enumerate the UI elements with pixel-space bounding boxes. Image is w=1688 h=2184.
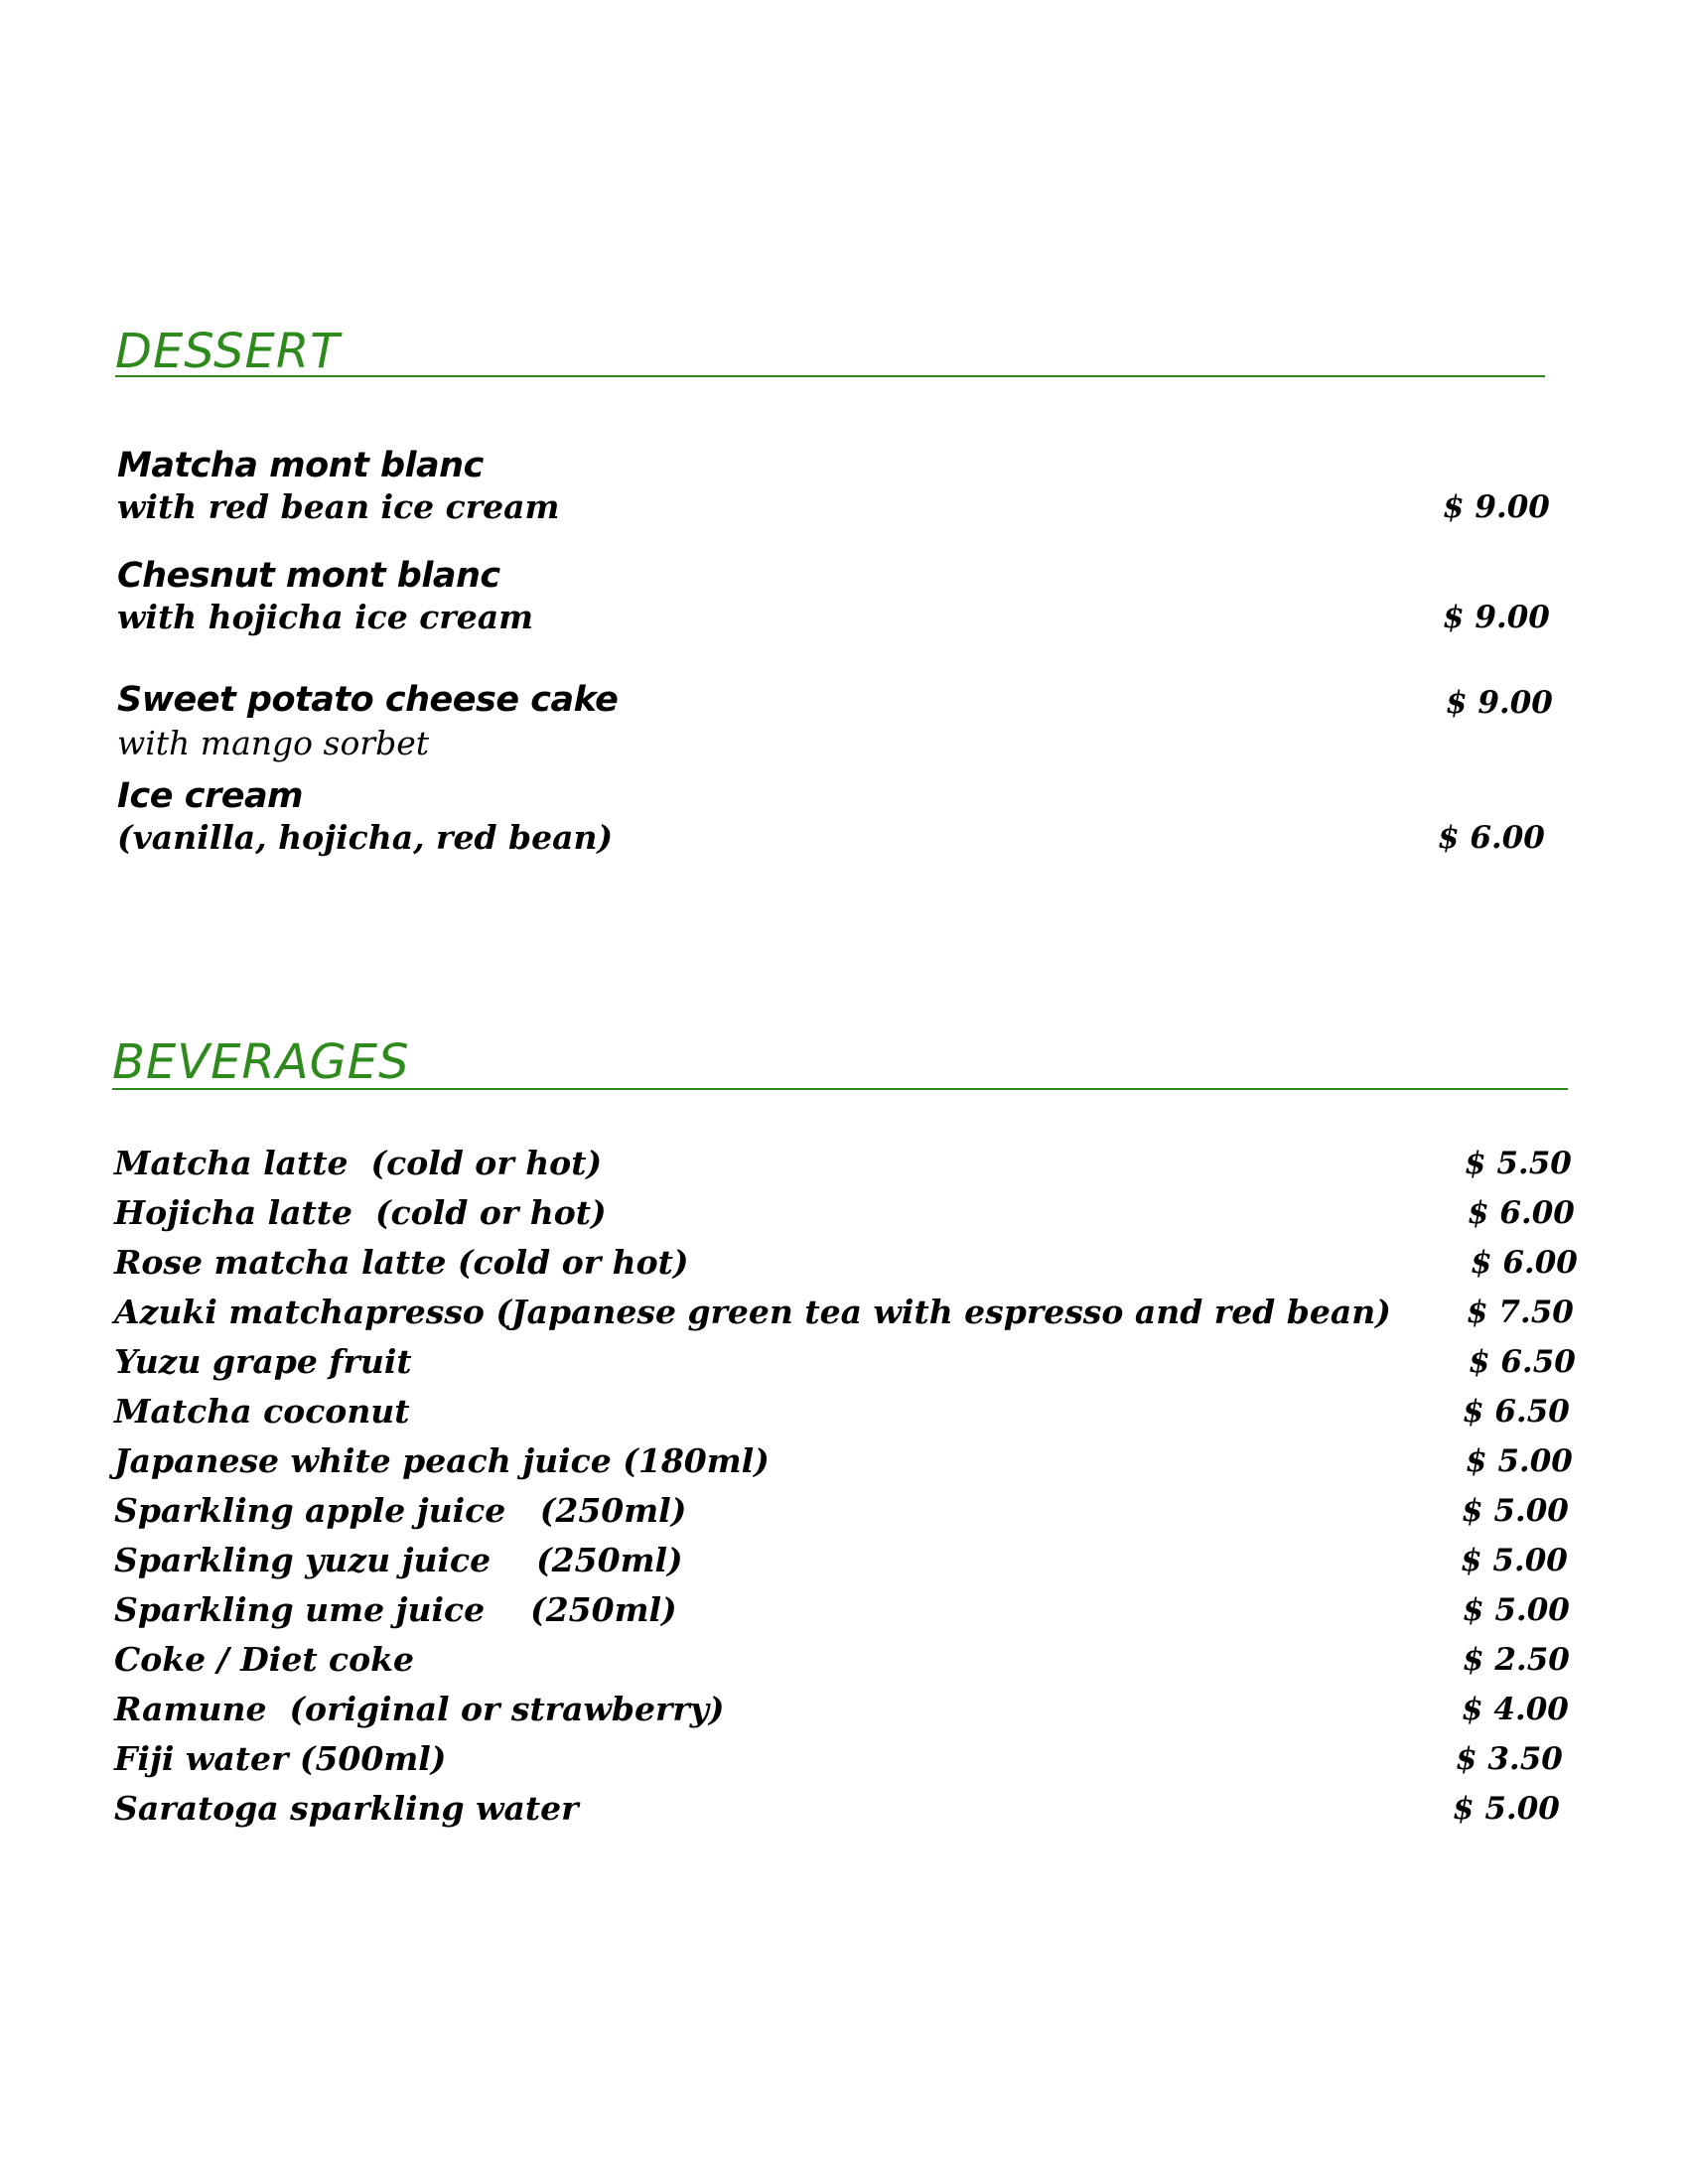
beverage-price: $ 3.50: [1456, 1741, 1563, 1777]
beverage-item: [114, 1193, 1575, 1246]
beverage-item: [114, 1541, 1574, 1593]
beverage-item: [114, 1441, 1574, 1494]
beverage-name: Matcha coconut: [114, 1392, 410, 1431]
dessert-item-name: Chesnut mont blanc: [117, 556, 500, 596]
beverage-name: Coke / Diet coke: [114, 1640, 415, 1679]
beverage-price: $ 5.50: [1465, 1146, 1572, 1181]
dessert-item-description: with mango sorbet: [117, 724, 429, 762]
dessert-item-description: (vanilla, hojicha, red bean): [117, 818, 614, 857]
dessert-item-description: with red bean ice cream: [117, 487, 560, 526]
beverage-name: Sparkling ume juice (250ml): [114, 1590, 677, 1629]
beverage-price: $ 5.00: [1463, 1592, 1570, 1628]
dessert-item-price: $ 9.00: [1443, 600, 1550, 635]
beverage-price: $ 5.00: [1461, 1543, 1568, 1578]
beverage-price: $ 6.50: [1469, 1344, 1576, 1380]
beverage-item: [114, 1293, 1574, 1345]
beverage-name: Sparkling apple juice (250ml): [114, 1491, 687, 1530]
beverage-name: Fiji water (500ml): [114, 1739, 447, 1778]
beverage-item: [114, 1491, 1574, 1544]
beverage-name: Azuki matchapresso (Japanese green tea with espresso and red bean): [114, 1293, 1391, 1331]
dessert-item-name: Ice cream: [117, 776, 304, 816]
dessert-heading: DESSERT: [115, 324, 341, 379]
dessert-item-description: with hojicha ice cream: [117, 598, 533, 636]
beverage-name: Saratoga sparkling water: [114, 1789, 579, 1828]
beverage-item: [114, 1342, 1576, 1395]
beverage-name: Sparkling yuzu juice (250ml): [114, 1541, 683, 1579]
beverages-list: [114, 1144, 1578, 1842]
beverage-item: [114, 1590, 1574, 1643]
beverage-item: [114, 1243, 1578, 1296]
beverage-item: [114, 1144, 1574, 1196]
beverage-price: $ 2.50: [1463, 1642, 1570, 1678]
beverage-price: $ 6.50: [1463, 1394, 1570, 1430]
beverage-price: $ 5.00: [1466, 1443, 1573, 1479]
beverage-name: Japanese white peach juice (180ml): [114, 1441, 770, 1480]
beverage-item: [114, 1690, 1574, 1742]
beverage-name: Yuzu grape fruit: [114, 1342, 412, 1381]
dessert-item-price: $ 9.00: [1446, 685, 1553, 721]
beverages-heading: BEVERAGES: [112, 1034, 410, 1090]
dessert-divider: [115, 375, 1545, 377]
dessert-item-name: Matcha mont blanc: [117, 446, 484, 485]
beverage-item: [114, 1640, 1574, 1693]
beverage-item: [114, 1739, 1574, 1792]
beverage-price: $ 7.50: [1467, 1295, 1574, 1330]
beverage-name: Rose matcha latte (cold or hot): [114, 1243, 689, 1282]
beverage-name: Ramune (original or strawberry): [114, 1690, 725, 1728]
beverage-price: $ 6.00: [1468, 1195, 1575, 1231]
beverage-name: Matcha latte (cold or hot): [114, 1144, 603, 1182]
beverage-item: [114, 1789, 1574, 1842]
dessert-item-price: $ 6.00: [1438, 820, 1545, 856]
beverage-name: Hojicha latte (cold or hot): [114, 1193, 607, 1232]
beverage-price: $ 6.00: [1471, 1245, 1578, 1281]
dessert-item-price: $ 9.00: [1443, 489, 1550, 525]
beverage-price: $ 4.00: [1462, 1692, 1569, 1727]
beverage-price: $ 5.00: [1462, 1493, 1569, 1529]
beverages-divider: [112, 1088, 1568, 1090]
dessert-item-name: Sweet potato cheese cake: [117, 680, 619, 720]
beverage-item: [114, 1392, 1574, 1444]
beverage-price: $ 5.00: [1453, 1791, 1560, 1827]
